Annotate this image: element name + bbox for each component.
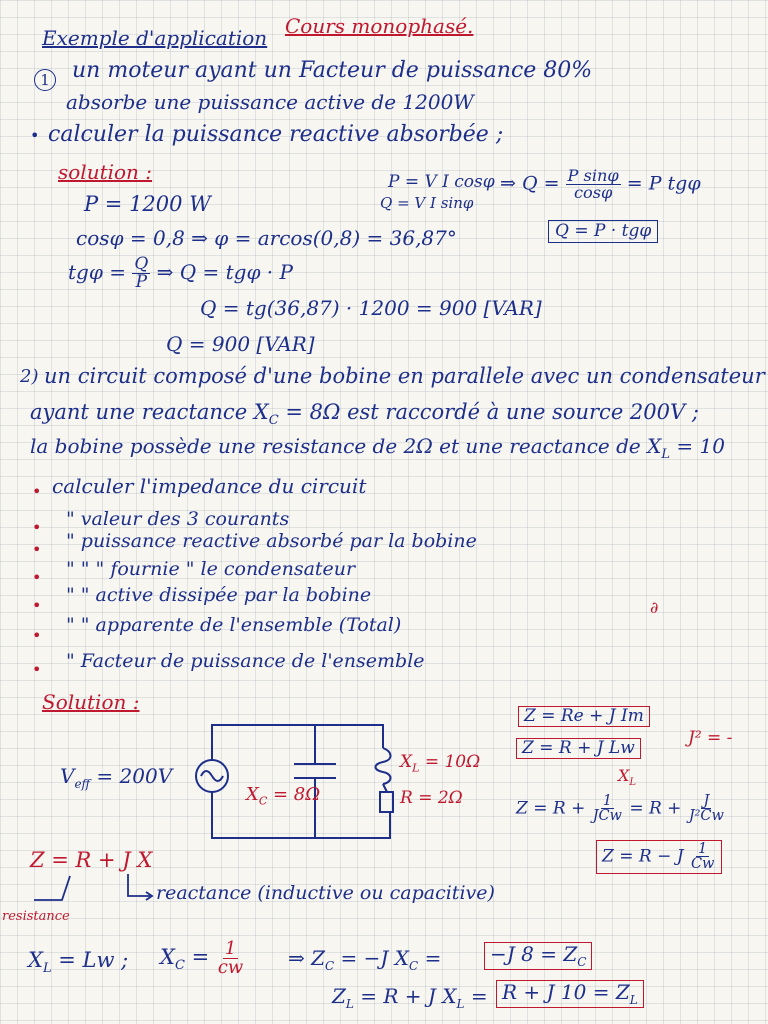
source-voltage-label: $V_{eff} = 200V$ <box>60 764 173 791</box>
bullet-dot: • <box>32 568 42 587</box>
resistor-label: R = 2Ω <box>400 788 463 808</box>
exercise-2-statement-line-3: la bobine possède une resistance de 2Ω et une reactance de $X_L = 10$ <box>30 434 725 462</box>
question-2: " valeur des 3 courants <box>66 508 290 530</box>
bullet-dot: • <box>32 482 42 501</box>
exercise-1-statement-line-1: un moteur ayant un Facteur de puissance 80% <box>72 58 593 83</box>
exercise-2-number: 2) <box>20 366 39 387</box>
tg-phi-line: tgφ = $\frac{Q}{P}$ ⇒ Q = tgφ · P <box>68 254 293 292</box>
formula-z-r-1-jcw: Z = R + $\frac{1}{\text{JCw}}$ = R + $\frac{J}{\text{J²Cw}}$ <box>516 793 724 825</box>
cos-phi-line: cosφ = 0,8 ⇒ φ = arcos(0,8) = 36,87° <box>76 226 457 250</box>
course-topic: Cours monophasé. <box>285 14 474 38</box>
exercise-1-solution-label: solution : <box>58 160 153 184</box>
bullet-dot: • <box>32 540 42 559</box>
capacitor-reactance-label: $X_C = 8\Omega$ <box>246 784 321 808</box>
formula-z-r-jlw: Z = R + J Lw <box>516 738 641 759</box>
inductor-reactance-label: $X_L = 10\Omega$ <box>400 752 481 775</box>
question-5: " " active dissipée par la bobine <box>66 584 372 606</box>
question-4: " " " fournie " le condensateur <box>66 558 356 580</box>
zl-line: $Z_L = R + J$ $X_L$ = <box>332 984 488 1011</box>
q-calculation: Q = tg(36,87) · 1200 = 900 [VAR] <box>200 296 542 320</box>
exercise-2-statement-line-1: un circuit composé d'une bobine en parallele avec un condensateur <box>44 364 765 388</box>
zc-line: ⇒ $Z_C = -J$ $X_C$ = <box>288 946 442 973</box>
bullet-dot: • <box>32 660 42 679</box>
exercise-2-solution-label: Solution : <box>42 690 140 714</box>
xl-definition: $X_L = Lw$ ; <box>28 948 129 977</box>
given-p-value: P = 1200 W <box>84 192 211 216</box>
zc-result-box: −J $8 = Z_C$ <box>484 942 592 970</box>
page-title: Exemple d'application <box>42 26 268 50</box>
question-3: " puissance reactive absorbé par la bobine <box>66 530 477 552</box>
resistance-annotation: resistance <box>2 909 70 924</box>
exercise-1-statement-line-2: absorbe une puissance active de 1200W <box>66 90 474 114</box>
reactance-annotation: reactance (inductive ou capacitive) <box>156 882 495 904</box>
formula-j-squared: J² = - <box>688 728 733 748</box>
question-6: " " apparente de l'ensemble (Total) <box>66 614 402 636</box>
formula-q-derivation: ⇒ Q = $\frac{\text{P sinφ}}{\cos\varphi}$ = P tgφ <box>500 166 701 203</box>
question-1: calculer l'impedance du circuit <box>52 474 367 498</box>
q-result: Q = 900 [VAR] <box>166 332 315 356</box>
formula-p-vi-cos: P = V I cosφ <box>388 172 495 192</box>
formula-z-r-minus-j: Z = R − J $\frac{1}{Cw}$ <box>596 840 722 874</box>
formula-z-re-im: Z = Re + J Im <box>518 706 650 727</box>
formula-q-vi-sin: Q = V I sinφ <box>380 194 474 212</box>
formula-xl-under: $X_L$ <box>618 766 637 789</box>
exercise-2-statement-line-2: ayant une reactance $X_C = 8\Omega$ est raccordé à une source 200V ; <box>30 400 699 429</box>
bullet-dot: • <box>30 126 40 145</box>
impedance-general: Z = R + J X <box>30 848 153 872</box>
xc-definition: $X_C$ = $\frac{1}{cw}$ <box>160 938 244 978</box>
bullet-dot: • <box>32 626 42 645</box>
stray-mark: ∂ <box>650 598 659 617</box>
formula-q-boxed: Q = P · tgφ <box>548 220 658 243</box>
exercise-1-question: calculer la puissance reactive absorbée ; <box>48 122 504 147</box>
question-7: " Facteur de puissance de l'ensemble <box>66 650 425 672</box>
bullet-dot: • <box>32 596 42 615</box>
zl-result-box: R + J $10 = Z_L$ <box>496 980 644 1008</box>
bullet-dot: • <box>32 518 42 537</box>
exercise-1-number: 1 <box>34 68 56 91</box>
